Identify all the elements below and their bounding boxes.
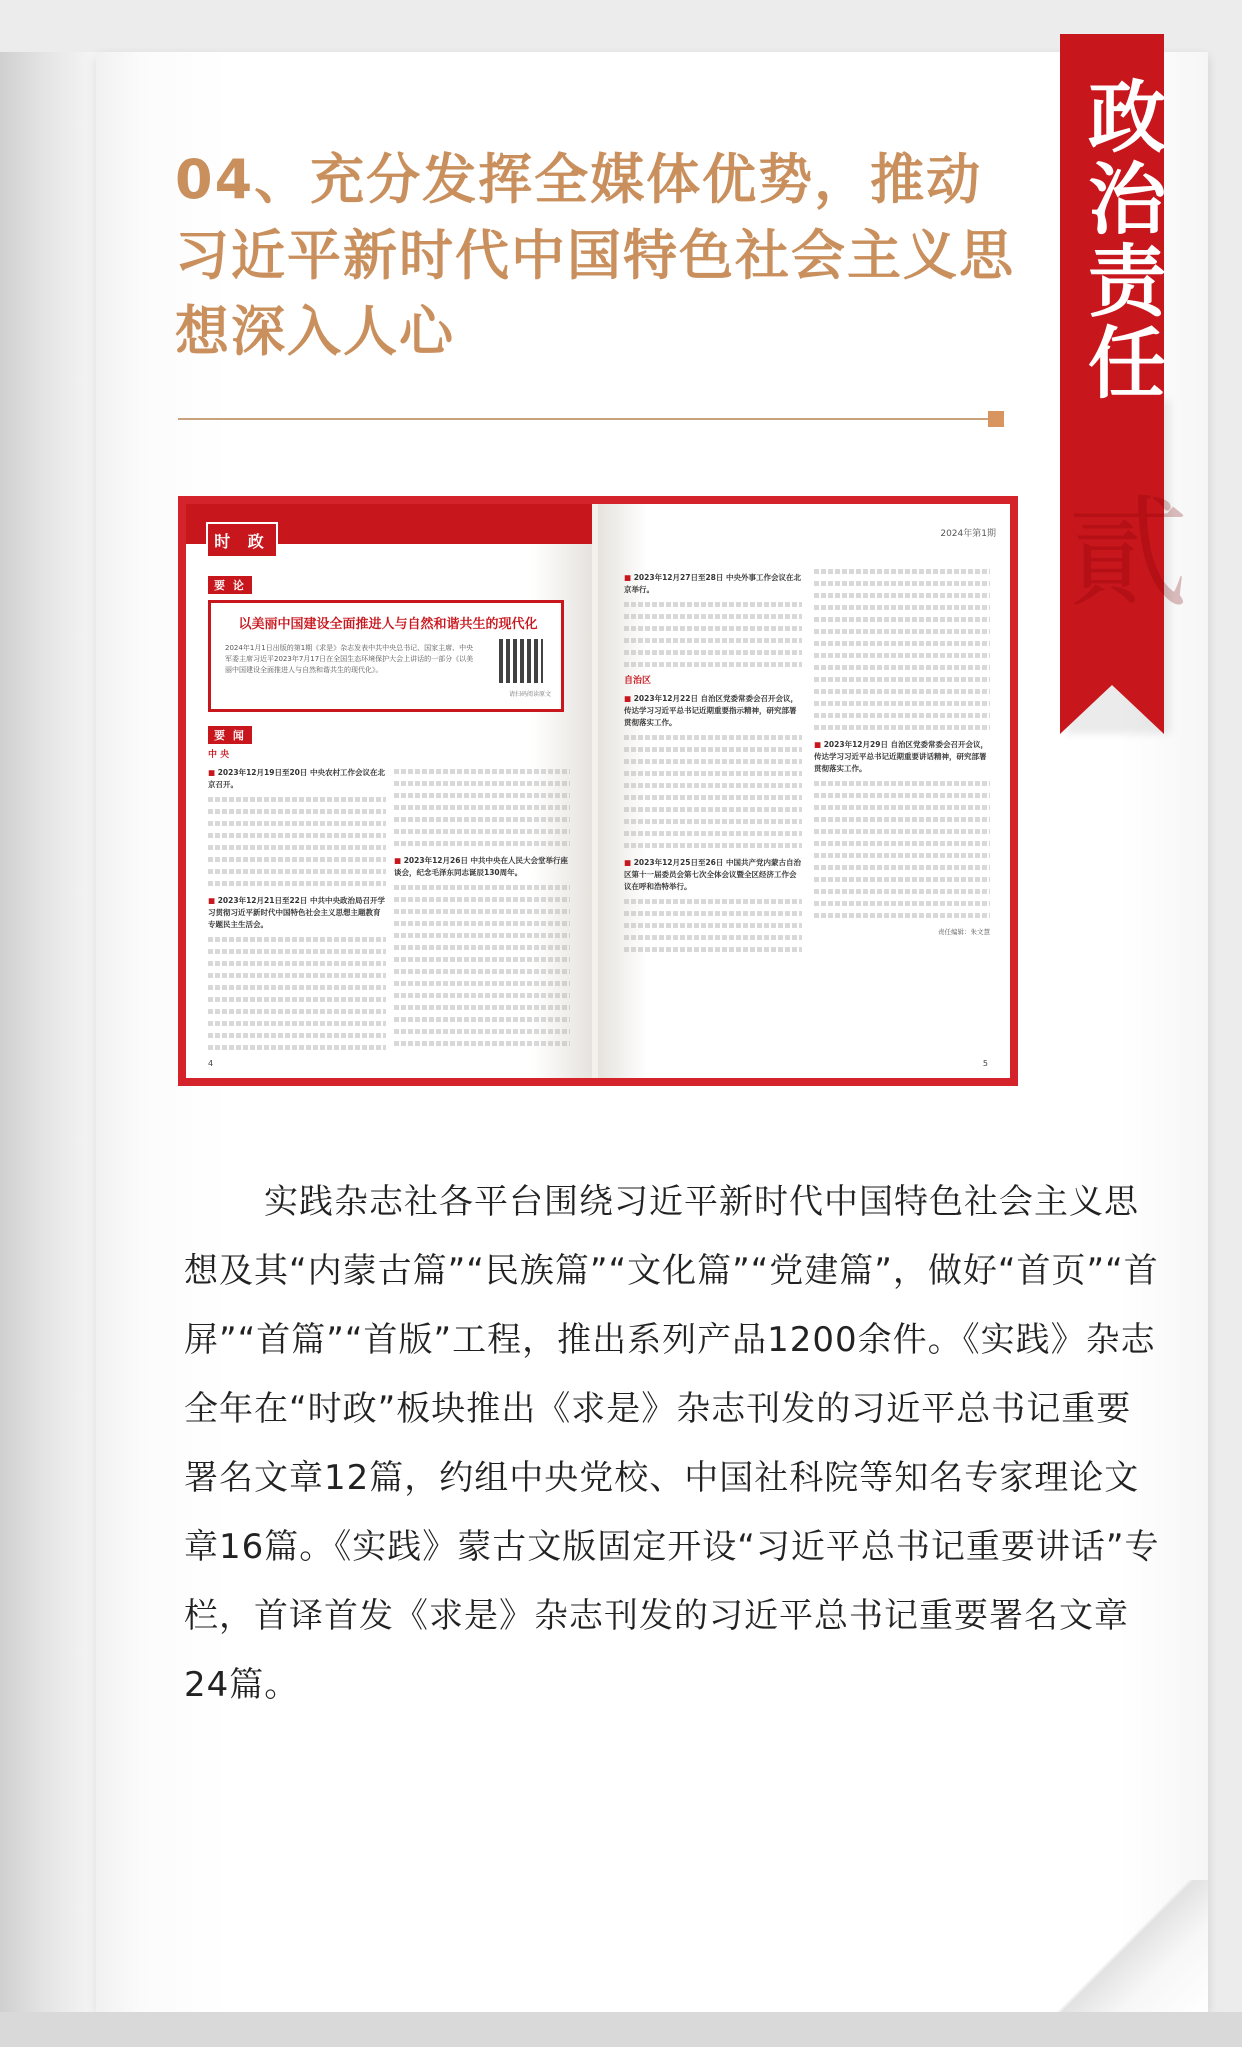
page-number-right: 5 (982, 1059, 988, 1068)
magazine-section-tab: 时 政 (206, 522, 278, 558)
news-headline: ■ 2023年12月19日至20日 中央农村工作会议在北京召开。 (208, 767, 386, 791)
magazine-right-page (598, 504, 1010, 1078)
issue-number: 2024年第1期 (940, 529, 996, 539)
magazine-spread-image (178, 496, 1018, 1086)
feature-box (208, 600, 564, 712)
right-column-1 (624, 566, 802, 956)
qr-code-icon (499, 639, 543, 683)
news-headline: ■ 2023年12月29日 自治区党委常委会召开会议，传达学习习近平总书记近期重要讲话精神，研究部署贯彻落实工作。 (814, 739, 990, 775)
ribbon-label: 政治责任 (1075, 76, 1166, 404)
feature-summary: 2024年1月1日出版的第1期《求是》杂志发表中共中央总书记、国家主席、中央军委主席习近平2023年7月17日在全国生态环境保护大会上讲话的一部分《以美丽中国建设全面推进人与自然和谐共生的现代化》。 (225, 644, 474, 674)
left-column-1 (208, 744, 386, 1054)
right-column-2 (814, 566, 990, 938)
zizhiqu-label: 自治区 (624, 676, 652, 686)
feature-title: 以美丽中国建设全面推进人与自然和谐共生的现代化 (238, 617, 538, 632)
title-divider-marker (988, 411, 1004, 427)
yaowen-label: 要 闻 (208, 726, 252, 744)
page-title: 04、充分发挥全媒体优势，推动习近平新时代中国特色社会主义思想深入人心 (175, 148, 1015, 363)
left-column-2 (394, 766, 570, 1050)
page-bottom-strip (0, 2012, 1242, 2047)
body-paragraph: 实践杂志社各平台围绕习近平新时代中国特色社会主义思想及其“内蒙古篇”“民族篇”“文化篇”“党建篇”，做好“首页”“首屏”“首篇”“首版”工程，推出系列产品1200余件。《实践》杂志全年在“时政”板块推出《求是》杂志刊发的习近平总书记重要署名文章12篇，约组中央党校、中国社科院等知名专家理论文章16篇。《实践》蒙古文版固定开设“习近平总书记重要讲话”专栏，首译首发《求是》杂志刊发的习近平总书记重要署名文章24篇。 (184, 1182, 1160, 1705)
zhongyang-label: 中 央 (208, 750, 230, 760)
qr-caption: 请扫码阅读原文 (508, 691, 551, 698)
magazine-spread-inner (186, 504, 1010, 1078)
page-curl (1048, 1880, 1208, 2012)
ribbon-decoration: 貳 (1068, 485, 1188, 624)
news-headline: ■ 2023年12月27日至28日 中央外事工作会议在北京举行。 (624, 572, 802, 596)
magazine-left-page (186, 504, 592, 1078)
title-divider (178, 418, 988, 420)
page-number-left: 4 (208, 1059, 214, 1068)
news-headline: ■ 2023年12月21日至22日 中共中央政治局召开学习贯彻习近平新时代中国特色社会主义思想主题教育专题民主生活会。 (208, 895, 386, 931)
news-headline: ■ 2023年12月26日 中共中央在人民大会堂举行座谈会，纪念毛泽东同志诞辰130周年。 (394, 855, 570, 879)
page-edge-shadow (0, 52, 110, 2012)
news-headline: ■ 2023年12月25日至26日 中国共产党内蒙古自治区第十一届委员会第七次全体会议暨全区经济工作会议在呼和浩特举行。 (624, 857, 802, 893)
yaolun-label: 要 论 (208, 576, 252, 594)
editor-credit: 责任编辑：朱文慧 (938, 928, 990, 936)
news-headline: ■ 2023年12月22日 自治区党委常委会召开会议，传达学习习近平总书记近期重要指示精神，研究部署贯彻落实工作。 (624, 693, 802, 729)
